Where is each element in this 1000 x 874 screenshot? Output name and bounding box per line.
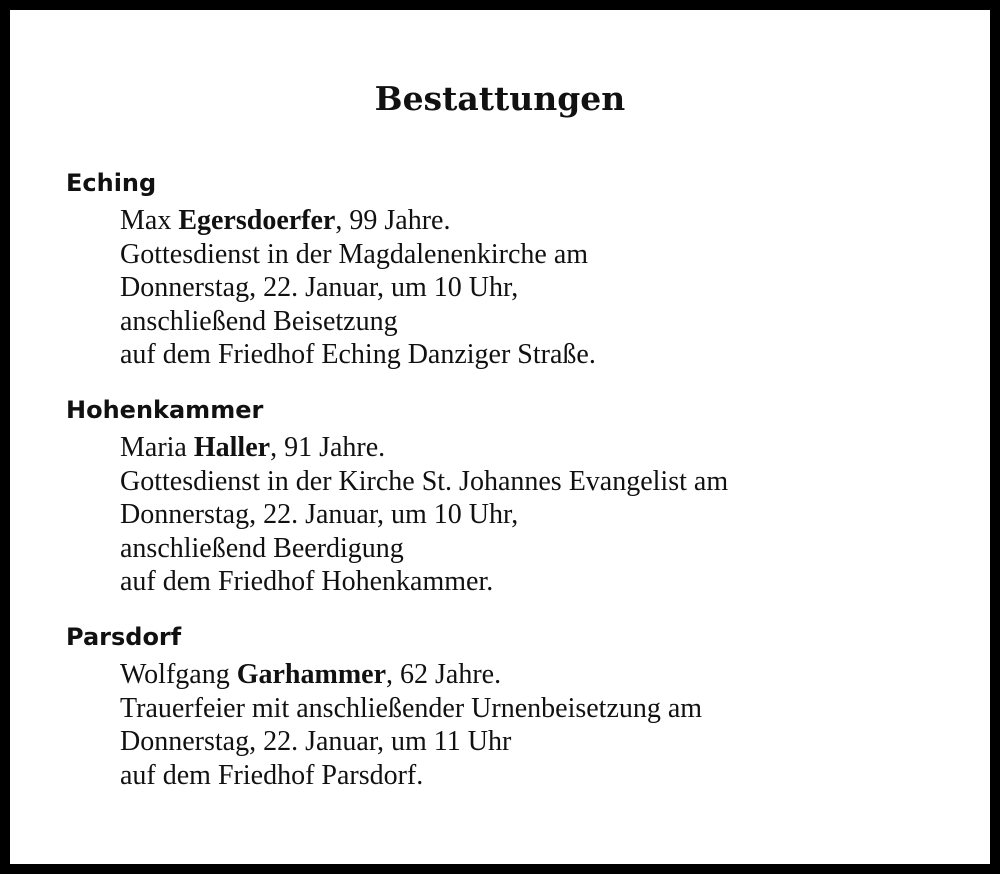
detail-line: anschließend Beisetzung	[120, 305, 398, 337]
detail-line: Gottesdienst in der Magdalenenkirche am	[120, 238, 589, 270]
surname: Egersdoerfer	[178, 205, 336, 236]
detail-line: Donnerstag, 22. Januar, um 10 Uhr,	[120, 499, 519, 530]
detail-line: Trauerfeier mit anschließender Urnenbeisetzung am	[120, 692, 703, 724]
age: , 91 Jahre.	[270, 432, 386, 463]
place-heading: Eching	[66, 169, 157, 197]
surname: Garhammer	[236, 659, 387, 690]
age: , 99 Jahre.	[335, 205, 451, 236]
detail-line: auf dem Friedhof Parsdorf.	[120, 759, 424, 791]
first-name: Wolfgang	[120, 659, 237, 690]
detail-line: anschließend Beerdigung	[120, 532, 404, 564]
place-heading: Hohenkammer	[66, 396, 264, 424]
section-hohenkammer	[66, 393, 946, 599]
detail-line: Donnerstag, 22. Januar, um 11 Uhr	[120, 726, 512, 757]
name-line	[120, 431, 946, 465]
age: , 62 Jahre.	[386, 659, 502, 690]
detail-line: Donnerstag, 22. Januar, um 10 Uhr,	[120, 272, 519, 303]
detail-line: auf dem Friedhof Eching Danziger Straße.	[120, 339, 596, 370]
obituary-entry	[120, 658, 946, 792]
name-line	[120, 658, 946, 692]
name-line	[120, 204, 946, 238]
obituary-entry	[120, 204, 946, 372]
first-name: Maria	[120, 432, 194, 463]
section-eching	[66, 166, 946, 372]
surname: Haller	[193, 432, 271, 463]
place-heading: Parsdorf	[66, 623, 182, 651]
obituary-entry	[120, 431, 946, 599]
page-title: Bestattungen	[374, 79, 626, 118]
detail-line: Gottesdienst in der Kirche St. Johannes Evangelist am	[120, 465, 729, 497]
first-name: Max	[120, 205, 179, 236]
detail-line: auf dem Friedhof Hohenkammer.	[120, 566, 494, 597]
section-parsdorf	[66, 620, 946, 792]
